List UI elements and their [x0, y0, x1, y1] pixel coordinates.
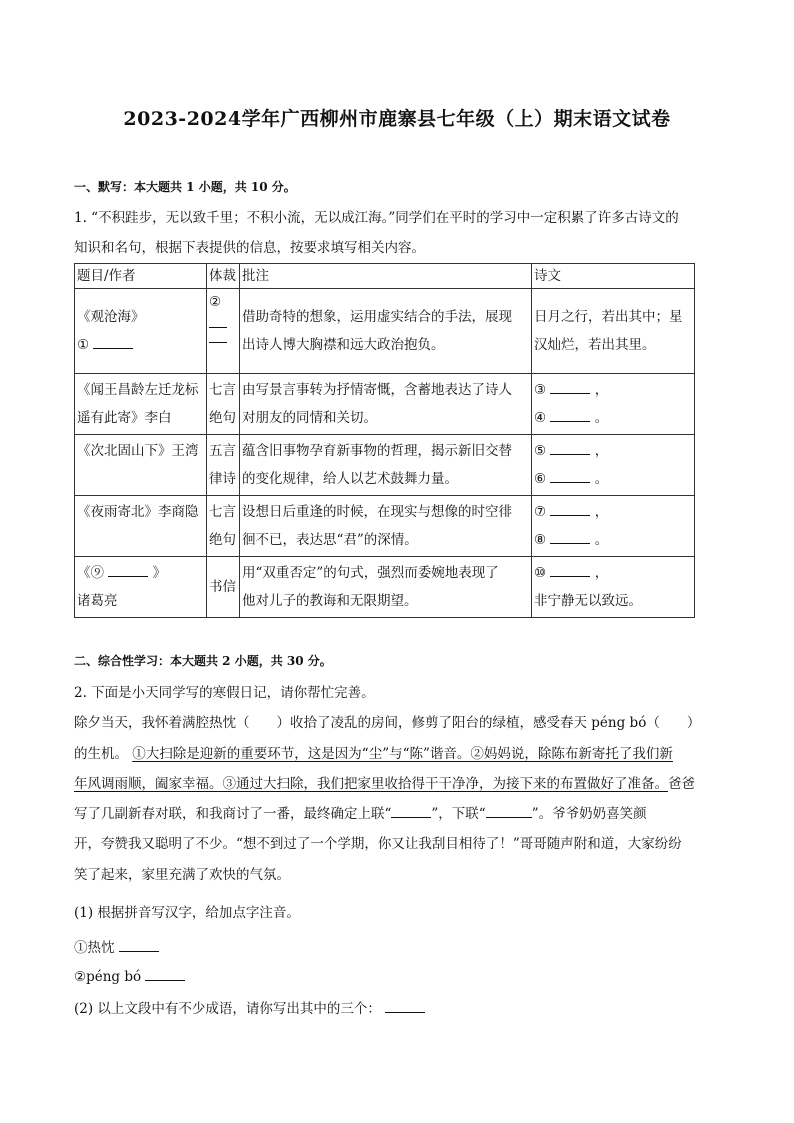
punct: 。 — [594, 471, 609, 487]
punct: ， — [594, 504, 609, 520]
row2-note-cell — [240, 374, 532, 435]
header-cell-poem: 诗文 — [532, 264, 695, 289]
answer-blank-6[interactable] — [550, 468, 590, 483]
underlined-sentence-1: ①大扫除是迎新的重要环节，这是因为“尘”与“陈”谐音。②妈妈说，除陈布新寄托了我们新 — [132, 746, 673, 762]
row4-note-cell — [240, 496, 532, 557]
row4-title-cell — [75, 496, 207, 557]
row5-note-cell — [240, 557, 532, 618]
row4-genre-cell — [207, 496, 240, 557]
row3-poem-cell — [532, 435, 695, 496]
diary-line4 — [74, 802, 724, 822]
row5-note-line1: 用“双重否定”的句式，强烈而委婉地表现了 — [242, 565, 499, 581]
row1-note-line1: 借助奇特的想象，运用虚实结合的手法，展现 — [242, 309, 512, 325]
row3-title-cell — [75, 435, 207, 496]
bracket: 》 — [152, 565, 167, 581]
row3-genre-cell — [207, 435, 240, 496]
row5-note-line2: 他对儿子的教诲和无限期望。 — [242, 593, 418, 609]
row4-note-line2: 徊不已，表达思“君”的深情。 — [242, 532, 418, 548]
subquestion-2 — [74, 997, 724, 1017]
answer-blank-2a[interactable] — [209, 313, 227, 328]
row3-poem-line2 — [534, 465, 692, 493]
answer-blank-sub1b[interactable] — [145, 966, 185, 981]
diary-line2-plain: 的生机。 — [74, 746, 128, 762]
punct: 。 — [594, 532, 609, 548]
row2-poem-line2 — [534, 404, 692, 432]
blank-marker-3: ③ — [534, 382, 547, 398]
row1-poem-line2: 汉灿烂，若出其里。 — [534, 337, 656, 353]
row3-genre-line2: 律诗 — [209, 471, 236, 487]
section1-heading: 一、默写：本大题共 1 小题，共 10 分。 — [74, 180, 296, 194]
punct: 。 — [594, 410, 609, 426]
answer-blank-1[interactable] — [93, 334, 133, 349]
section2-heading: 二、综合性学习：本大题共 2 小题，共 30 分。 — [74, 654, 332, 668]
row4-poem-line2 — [534, 526, 692, 554]
blank-marker-5: ⑤ — [534, 443, 547, 459]
table-row — [75, 374, 695, 435]
row2-poem-cell — [532, 374, 695, 435]
answer-blank-5[interactable] — [550, 440, 590, 455]
row2-poem-line1 — [534, 376, 692, 404]
subquestion-1b — [74, 966, 724, 985]
row3-poem-line1 — [534, 437, 692, 465]
answer-blank-4[interactable] — [550, 407, 590, 422]
row3-note-cell — [240, 435, 532, 496]
blank-marker-8: ⑧ — [534, 532, 547, 548]
row2-genre-line1: 七言 — [209, 382, 236, 398]
row1-note-cell — [240, 289, 532, 374]
row5-genre: 书信 — [209, 579, 236, 595]
header-cell-title: 题目/作者 — [75, 264, 207, 289]
row2-title-cell — [75, 374, 207, 435]
diary-line5: 开，夸赞我又聪明了不少。“想不到过了一个学期，你又让我刮目相待了！”哥哥随声附和道，大家纷纷 — [74, 836, 682, 852]
blank-marker-10: ⑩ — [534, 565, 547, 581]
sub2-label: (2) 以上文段中有不少成语，请你写出其中的三个： — [74, 1001, 381, 1017]
row2-genre-line2: 绝句 — [209, 410, 236, 426]
table-row — [75, 289, 695, 374]
row4-poem-line1 — [534, 498, 692, 526]
sub1a-label: ①热忱 — [74, 940, 115, 956]
row5-poem-line1 — [534, 559, 692, 587]
row1-note-line2: 出诗人博大胸襟和远大政治抱负。 — [242, 337, 445, 353]
answer-blank-9[interactable] — [108, 562, 148, 577]
row4-poem-cell — [532, 496, 695, 557]
row5-title-line1 — [77, 559, 204, 587]
row3-genre-line1: 五言 — [209, 443, 236, 459]
row2-genre-cell — [207, 374, 240, 435]
table-header-row — [75, 264, 695, 289]
answer-blank-lower-couplet[interactable] — [486, 803, 532, 818]
answer-blank-sub2[interactable] — [385, 998, 425, 1013]
row2-title-line1: 《闻王昌龄左迁龙标 — [77, 382, 199, 398]
row3-title-line1: 《次北固山下》王湾 — [77, 443, 199, 459]
answer-blank-sub1a[interactable] — [119, 937, 159, 952]
row3-note-line1: 蕴含旧事物孕育新事物的哲理，揭示新旧交替 — [242, 443, 512, 459]
answer-blank-2b[interactable] — [209, 328, 227, 343]
underlined-sentence-2: 年风调雨顺，阖家幸福。③通过大扫除，我们把家里收拾得干干净净，为接下来的布置做好了准备。 — [74, 776, 668, 792]
diary-line2 — [74, 742, 724, 762]
answer-blank-8[interactable] — [550, 529, 590, 544]
question2-intro: 2. 下面是小天同学写的寒假日记，请你帮忙完善。 — [74, 685, 375, 701]
punct: ， — [594, 565, 609, 581]
poem-table — [74, 263, 695, 618]
header-cell-note: 批注 — [240, 264, 532, 289]
answer-blank-upper-couplet[interactable] — [391, 803, 431, 818]
question1-line1: 1. “不积跬步，无以致千里；不积小流，无以成江海。”同学们在平时的学习中一定积累了许多古诗文的 — [74, 210, 679, 226]
row3-note-line2: 的变化规律，给人以艺术鼓舞力量。 — [242, 471, 458, 487]
blank-marker-6: ⑥ — [534, 471, 547, 487]
row2-title-line2: 遥有此寄》李白 — [77, 410, 172, 426]
row5-poem-cell — [532, 557, 695, 618]
row1-genre-cell — [207, 289, 240, 374]
row1-poem-line1: 日月之行，若出其中；星 — [534, 309, 683, 325]
blank-marker-1: ① — [77, 337, 90, 353]
answer-blank-10[interactable] — [550, 562, 590, 577]
row1-poem-cell — [532, 289, 695, 374]
row4-title-line1: 《夜雨寄北》李商隐 — [77, 504, 199, 520]
row5-title-cell — [75, 557, 207, 618]
table-row — [75, 435, 695, 496]
row1-title-cell — [75, 289, 207, 374]
answer-blank-7[interactable] — [550, 501, 590, 516]
row1-title: 《观沧海》 — [77, 309, 145, 325]
blank-marker-4: ④ — [534, 410, 547, 426]
diary-line4-b: ”，下联“ — [431, 806, 486, 822]
punct: ， — [594, 443, 609, 459]
row2-note-line2: 对朋友的同情和关切。 — [242, 410, 377, 426]
subquestion-1a — [74, 936, 724, 956]
row5-title-line2: 诸葛亮 — [77, 593, 118, 609]
sub1b-label: ②péng bó — [74, 969, 142, 985]
diary-line3-plain: 爸爸 — [668, 776, 695, 792]
diary-line4-a: 写了几副新春对联，和我商讨了一番，最终确定上联“ — [74, 806, 392, 822]
diary-line6: 笑了起来，家里充满了欢快的气氛。 — [74, 867, 290, 883]
table-row — [75, 557, 695, 618]
row4-genre-line1: 七言 — [209, 504, 236, 520]
blank-marker-9: 《⑨ — [77, 565, 104, 581]
answer-blank-3[interactable] — [550, 379, 590, 394]
row4-genre-line2: 绝句 — [209, 532, 236, 548]
row1-title-blank-line — [77, 331, 204, 359]
row5-poem-line2: 非宁静无以致远。 — [534, 593, 642, 609]
subquestion-1: (1) 根据拼音写汉字，给加点字注音。 — [74, 905, 300, 921]
row2-note-line1: 由写景言事转为抒情寄慨，含蓄地表达了诗人 — [242, 382, 512, 398]
header-cell-genre: 体裁 — [207, 264, 240, 289]
punct: ， — [594, 382, 609, 398]
page-title: 2023-2024学年广西柳州市鹿寨县七年级（上）期末语文试卷 — [123, 108, 671, 130]
question1-line2: 知识和名句，根据下表提供的信息，按要求填写相关内容。 — [74, 240, 425, 256]
blank-marker-7: ⑦ — [534, 504, 547, 520]
table-row — [75, 496, 695, 557]
row5-genre-cell — [207, 557, 240, 618]
blank-marker-2: ② — [209, 294, 222, 310]
diary-line4-c: ”。爷爷奶奶喜笑颜 — [531, 806, 647, 822]
row4-note-line1: 设想日后重逢的时候，在现实与想像的时空徘 — [242, 504, 512, 520]
diary-line1: 除夕当天，我怀着满腔热忱（ ）收拾了凌乱的房间，修剪了阳台的绿植，感受春天 péng bó（ ） — [74, 715, 701, 731]
diary-line3 — [74, 772, 724, 792]
